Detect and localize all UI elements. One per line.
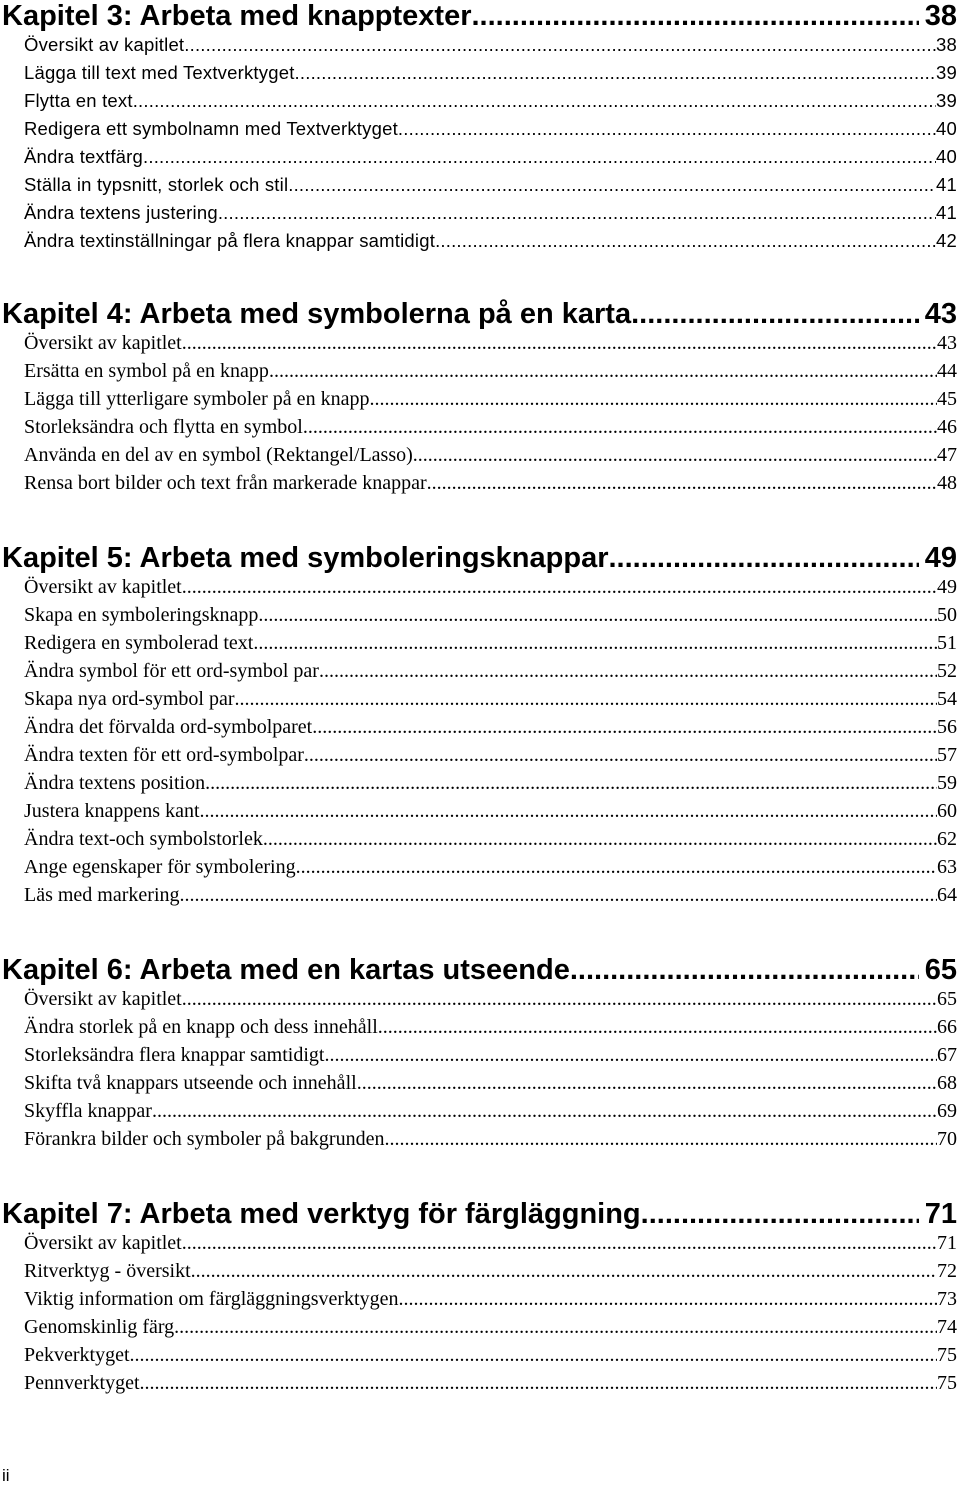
dot-leader: [180, 884, 938, 907]
dot-leader: [427, 472, 937, 495]
toc-entry[interactable]: [24, 1016, 957, 1044]
entry-page-number: 46: [937, 416, 957, 438]
entry-page-number: 68: [937, 1072, 957, 1094]
chapter-heading[interactable]: [2, 1198, 957, 1232]
toc-entry[interactable]: [24, 90, 957, 118]
dot-leader: [253, 632, 937, 655]
entry-title: Skapa en symboleringsknapp: [24, 604, 259, 626]
entry-title: Ändra storlek på en knapp och dess innehåll: [24, 1016, 378, 1038]
entry-title: Pennverktyget: [24, 1372, 140, 1394]
entry-title: Ändra textens justering: [24, 202, 218, 223]
entry-page-number: 67: [937, 1044, 957, 1066]
toc-entry[interactable]: [24, 884, 957, 912]
entry-page-number: 38: [936, 34, 957, 55]
dot-leader: [258, 604, 937, 627]
entry-page-number: 62: [937, 828, 957, 850]
dot-leader: [143, 146, 936, 168]
entry-page-number: 63: [937, 856, 957, 878]
chapter-page-number: 49: [924, 542, 957, 574]
chapter-heading[interactable]: [2, 298, 957, 332]
dot-leader: [369, 388, 937, 411]
toc-chapter: [0, 298, 957, 500]
entry-page-number: 42: [936, 230, 957, 251]
entry-page-number: 40: [936, 146, 957, 167]
dot-leader: [303, 416, 937, 439]
toc-entry[interactable]: [24, 1100, 957, 1128]
entry-title: Ställa in typsnitt, storlek och stil: [24, 174, 289, 195]
entry-page-number: 69: [937, 1100, 957, 1122]
entry-page-number: 65: [937, 988, 957, 1010]
dot-leader: [130, 1344, 937, 1367]
entry-title: Storleksändra och flytta en symbol: [24, 416, 303, 438]
dot-leader: [631, 298, 919, 331]
entry-page-number: 64: [937, 884, 957, 906]
chapter-title: Kapitel 4: Arbeta med symbolerna på en karta: [2, 298, 632, 330]
dot-leader: [435, 230, 936, 252]
entry-page-number: 71: [937, 1232, 957, 1254]
dot-leader: [295, 62, 936, 84]
toc-entry[interactable]: [24, 1072, 957, 1100]
dot-leader: [191, 1260, 937, 1283]
dot-leader: [235, 688, 937, 711]
dot-leader: [570, 954, 919, 987]
entry-title: Ändra texten för ett ord-symbolpar: [24, 744, 304, 766]
entry-page-number: 60: [937, 800, 957, 822]
chapter-heading[interactable]: [2, 0, 957, 34]
toc-entry[interactable]: [24, 472, 957, 500]
toc-entry[interactable]: [24, 230, 957, 258]
entry-title: Skyffla knappar: [24, 1100, 152, 1122]
entry-page-number: 47: [937, 444, 957, 466]
entry-page-number: 70: [937, 1128, 957, 1150]
chapter-page-number: 43: [924, 298, 957, 330]
toc-entry[interactable]: [24, 34, 957, 62]
toc-entry[interactable]: [24, 1344, 957, 1372]
toc-entry[interactable]: [24, 118, 957, 146]
chapter-page-number: 65: [924, 954, 957, 986]
toc-entry[interactable]: [24, 1316, 957, 1344]
dot-leader: [296, 856, 937, 879]
entry-page-number: 56: [937, 716, 957, 738]
entry-title: Läs med markering: [24, 884, 180, 906]
dot-leader: [200, 800, 937, 823]
toc-entry[interactable]: [24, 988, 957, 1016]
entry-page-number: 44: [937, 360, 957, 382]
dot-leader: [319, 660, 937, 683]
dot-leader: [133, 90, 936, 112]
entry-page-number: 50: [937, 604, 957, 626]
toc-entry[interactable]: [24, 332, 957, 360]
entry-title: Ändra text-och symbolstorlek: [24, 828, 263, 850]
entry-page-number: 39: [936, 90, 957, 111]
entry-title: Ändra textinställningar på flera knappar samtidigt: [24, 230, 436, 251]
toc-entry[interactable]: [24, 174, 957, 202]
dot-leader: [413, 444, 937, 467]
entry-title: Storleksändra flera knappar samtidigt: [24, 1044, 325, 1066]
dot-leader: [263, 828, 937, 851]
entry-page-number: 51: [937, 632, 957, 654]
entry-title: Viktig information om färgläggningsverktygen: [24, 1288, 399, 1310]
entry-page-number: 49: [937, 576, 957, 598]
toc-entry[interactable]: [24, 1288, 957, 1316]
dot-leader: [398, 118, 936, 140]
toc-entry[interactable]: [24, 146, 957, 174]
entry-title: Översikt av kapitlet: [24, 1232, 182, 1254]
toc-entry[interactable]: [24, 1232, 957, 1260]
entry-title: Genomskinlig färg: [24, 1316, 175, 1338]
dot-leader: [182, 1232, 937, 1255]
dot-leader: [312, 716, 937, 739]
chapter-page-number: 71: [924, 1198, 957, 1230]
entry-title: Ändra symbol för ett ord-symbol par: [24, 660, 319, 682]
entry-page-number: 40: [936, 118, 957, 139]
toc-entry[interactable]: [24, 388, 957, 416]
entry-page-number: 48: [937, 472, 957, 494]
entry-page-number: 41: [936, 174, 957, 195]
chapter-title: Kapitel 6: Arbeta med en kartas utseende: [2, 954, 570, 986]
entry-title: Ändra det förvalda ord-symbolparet: [24, 716, 313, 738]
entry-title: Ange egenskaper för symbolering: [24, 856, 296, 878]
entry-page-number: 41: [936, 202, 957, 223]
toc-entry[interactable]: [24, 416, 957, 444]
entry-page-number: 75: [937, 1344, 957, 1366]
dot-leader: [304, 744, 937, 767]
entry-title: Översikt av kapitlet: [24, 988, 182, 1010]
entry-page-number: 72: [937, 1260, 957, 1282]
dot-leader: [608, 542, 918, 575]
toc-entry[interactable]: [24, 576, 957, 604]
entry-page-number: 57: [937, 744, 957, 766]
entry-page-number: 73: [937, 1288, 957, 1310]
toc-chapter: [0, 954, 957, 1156]
toc-entry[interactable]: [24, 772, 957, 800]
chapter-page-number: 38: [924, 0, 957, 32]
chapter-title: Kapitel 3: Arbeta med knapptexter: [2, 0, 472, 32]
toc-entry[interactable]: [24, 828, 957, 856]
dot-leader: [357, 1072, 937, 1095]
toc-entry[interactable]: [24, 1128, 957, 1156]
entry-page-number: 75: [937, 1372, 957, 1394]
toc-entry[interactable]: [24, 1044, 957, 1072]
entry-title: Rensa bort bilder och text från markerade knappar: [24, 472, 427, 494]
toc-entry[interactable]: [24, 856, 957, 884]
dot-leader: [184, 34, 936, 56]
entry-title: Lägga till text med Textverktyget: [24, 62, 295, 83]
toc-entry[interactable]: [24, 444, 957, 472]
entry-page-number: 66: [937, 1016, 957, 1038]
toc-entry[interactable]: [24, 1372, 957, 1400]
entry-title: Översikt av kapitlet: [24, 34, 185, 55]
page-number: ii: [2, 1466, 10, 1485]
toc-entry[interactable]: [24, 202, 957, 230]
toc-entry[interactable]: [24, 744, 957, 772]
entry-title: Lägga till ytterligare symboler på en knapp: [24, 388, 370, 410]
dot-leader: [324, 1044, 937, 1067]
dot-leader: [182, 576, 937, 599]
dot-leader: [182, 332, 937, 355]
toc-entry[interactable]: [24, 360, 957, 388]
toc-entry[interactable]: [24, 1260, 957, 1288]
dot-leader: [378, 1016, 937, 1039]
entry-title: Pekverktyget: [24, 1344, 130, 1366]
dot-leader: [218, 202, 936, 224]
entry-title: Skifta två knappars utseende och innehåll: [24, 1072, 357, 1094]
toc-entry[interactable]: [24, 800, 957, 828]
entry-page-number: 39: [936, 62, 957, 83]
entry-title: Redigera en symbolerad text: [24, 632, 254, 654]
entry-title: Ändra textens position: [24, 772, 206, 794]
entry-page-number: 59: [937, 772, 957, 794]
dot-leader: [472, 0, 919, 33]
toc-entry[interactable]: [24, 604, 957, 632]
chapter-title: Kapitel 7: Arbeta med verktyg för färgläggning: [2, 1198, 641, 1230]
dot-leader: [174, 1316, 937, 1339]
entry-title: Redigera ett symbolnamn med Textverktyget: [24, 118, 398, 139]
toc-entry[interactable]: [24, 62, 957, 90]
toc-entry[interactable]: [24, 660, 957, 688]
entry-title: Förankra bilder och symboler på bakgrunden: [24, 1128, 385, 1150]
dot-leader: [641, 1198, 919, 1231]
entry-title: Ändra textfärg: [24, 146, 144, 167]
dot-leader: [182, 988, 937, 1011]
entry-title: Använda en del av en symbol (Rektangel/Lasso): [24, 444, 413, 466]
dot-leader: [140, 1372, 937, 1395]
entry-title: Ersätta en symbol på en knapp: [24, 360, 269, 382]
entry-page-number: 45: [937, 388, 957, 410]
entry-title: Flytta en text: [24, 90, 133, 111]
entry-page-number: 74: [937, 1316, 957, 1338]
chapter-heading[interactable]: [2, 954, 957, 988]
entry-title: Ritverktyg - översikt: [24, 1260, 191, 1282]
entry-title: Översikt av kapitlet: [24, 576, 182, 598]
chapter-title: Kapitel 5: Arbeta med symboleringsknappar: [2, 542, 609, 574]
dot-leader: [152, 1100, 937, 1123]
toc-entry[interactable]: [24, 716, 957, 744]
entry-title: Justera knappens kant: [24, 800, 200, 822]
entry-page-number: 54: [937, 688, 957, 710]
dot-leader: [398, 1288, 937, 1311]
toc-chapter: [0, 542, 957, 912]
dot-leader: [269, 360, 937, 383]
toc-entry[interactable]: [24, 632, 957, 660]
chapter-heading[interactable]: [2, 542, 957, 576]
entry-title: Skapa nya ord-symbol par: [24, 688, 235, 710]
dot-leader: [205, 772, 937, 795]
entry-title: Översikt av kapitlet: [24, 332, 182, 354]
entry-page-number: 52: [937, 660, 957, 682]
toc-chapter: [0, 0, 957, 258]
toc-entry[interactable]: [24, 688, 957, 716]
dot-leader: [288, 174, 936, 196]
entry-page-number: 43: [937, 332, 957, 354]
dot-leader: [384, 1128, 937, 1151]
toc-chapter: [0, 1198, 957, 1400]
